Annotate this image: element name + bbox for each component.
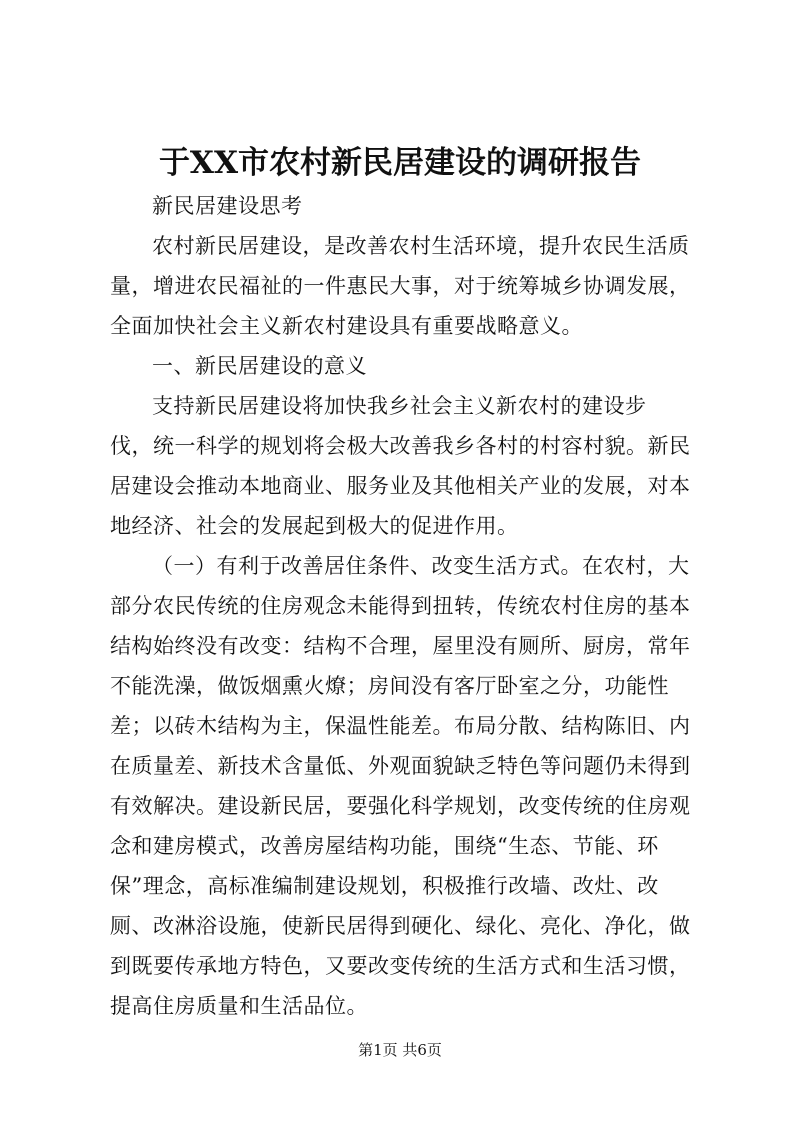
paragraph-support: 支持新民居建设将加快我乡社会主义新农村的建设步 — [152, 394, 647, 418]
paragraph-subsection-one: （一）有利于改善居住条件、改变生活方式。在农村，大部分农民传统的住房观念未能得到扭转，传统农村住房的基本结构始终没有改变：结构不合理，屋里没有厕所、厨房，常年不能洗澡，做饭烟熏火燎；房间没有客厅卧室之分，功能性差；以砖木结构为主，保温性能差。布局分散、结构陈旧、内在质量差、新技术含量低、外观面貌缺乏特色等问题仍未得到有效解决。建设新民居，要强化科学规划，改变传统的住房观念和建房模式，改善房屋结构功能，围绕“生态、节能、环保”理念，高标准编制建设规划，积极推行改墙、改灶、改厕、改淋浴设施，使新民居得到硬化、绿化、亮化、净化，做到既要传承地方特色，又要改变传统的生活方式和生活习惯，提高住房质量和生活品位。 — [110, 554, 691, 1018]
paragraph-continuation: 伐，统一科学的规划将会极大改善我乡各村的村容村貌。新民居建设会推动本地商业、服务业及其他相关产业的发展，对本地经济、社会的发展起到极大的促进作用。 — [110, 434, 691, 538]
paragraph-intro: 农村新民居建设，是改善农村生活环境，提升农民生活质量，增进农民福祉的一件惠民大事，对于统筹城乡协调发展，全面加快社会主义新农村建设具有重要战略意义。 — [110, 234, 691, 338]
document-title: 于XX市农村新民居建设的调研报告 — [158, 145, 642, 181]
section-heading: 一、新民居建设的意义 — [152, 354, 367, 378]
page-footer: 第1页 共6页 — [358, 1041, 442, 1059]
document-body — [110, 186, 696, 1026]
paragraph-subtitle: 新民居建设思考 — [152, 194, 303, 218]
